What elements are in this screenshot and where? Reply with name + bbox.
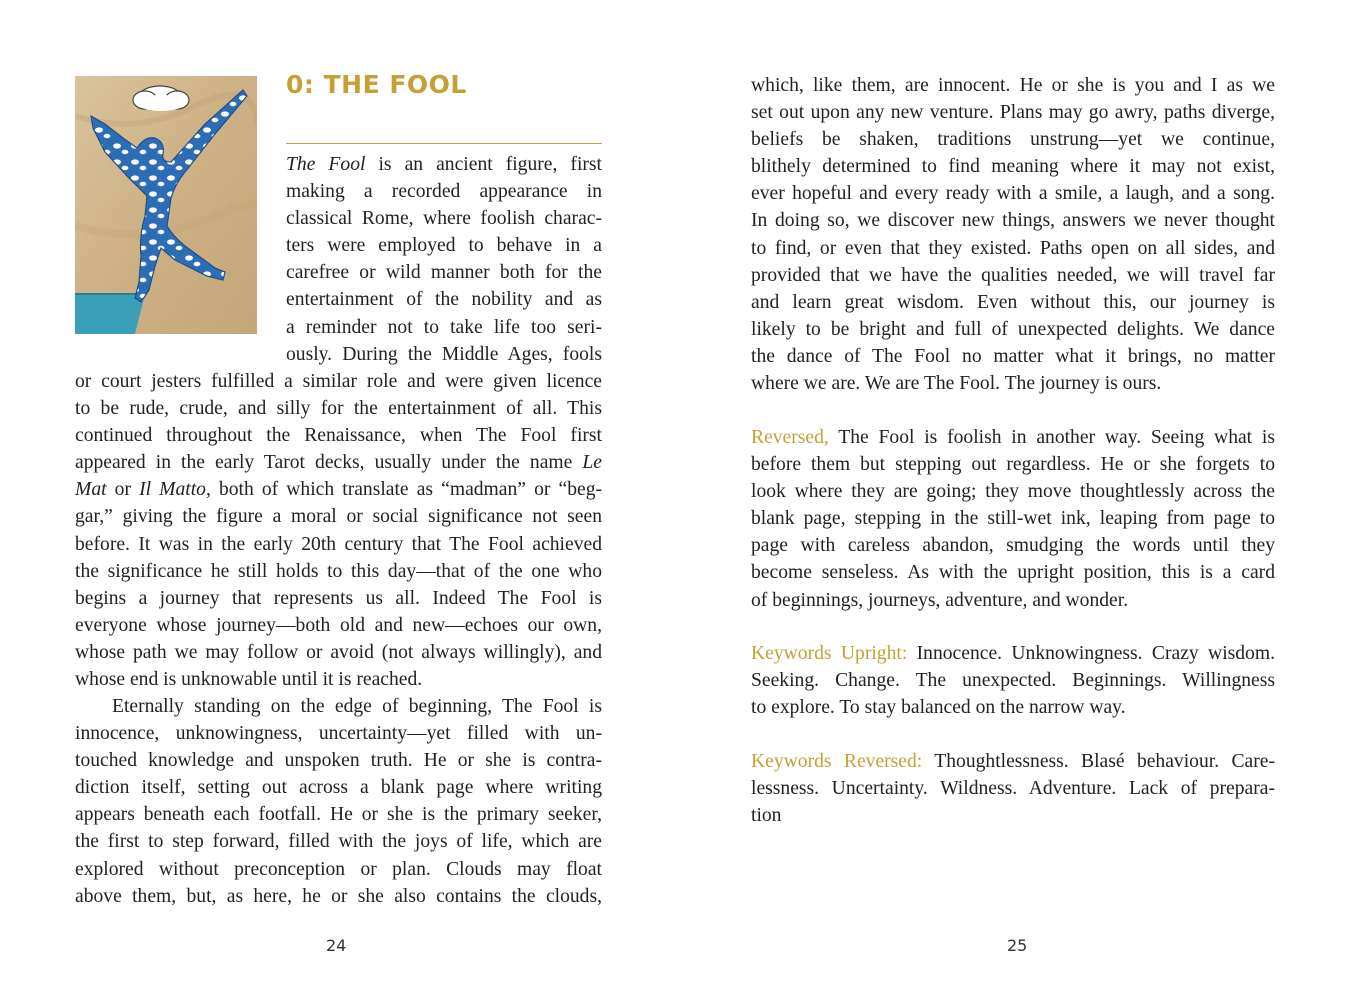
text-line: diction itself, setting out across a blank page where writing <box>75 777 602 799</box>
text-line: ever hopeful and every ready with a smile, a laugh, and a song. <box>751 183 1275 205</box>
text-line: before them but stepping out regardless. He or she forgets to <box>751 454 1275 476</box>
text-line: a reminder not to take life too seri- <box>286 316 602 338</box>
reversed-section <box>751 424 1275 614</box>
text-line: ters were employed to behave in a <box>286 235 602 257</box>
text-line: which, like them, are innocent. He or she is you and I as we <box>751 75 1275 96</box>
text-line: tion <box>751 805 782 827</box>
body-paragraph-1 <box>75 368 602 693</box>
text-line: whose path we may follow or avoid (not always willingly), and <box>75 641 602 663</box>
text-line: blank page, stepping in the still-wet ink, leaping from page to <box>751 508 1275 530</box>
text-line: classical Rome, where foolish charac- <box>286 208 602 230</box>
text-line: ously. During the Middle Ages, fools <box>286 343 602 365</box>
text-line: set out upon any new venture. Plans may go awry, paths diverge, <box>751 102 1275 124</box>
text-line: begins a journey that represents us all. Indeed The Fool is <box>75 587 602 609</box>
text-line: The Fool is an ancient figure, first <box>286 154 602 175</box>
text-line: Mat or Il Matto, both of which translate as “madman” or “beg- <box>75 479 603 501</box>
text-line: Seeking. Change. The unexpected. Beginnings. Willingness <box>751 670 1275 692</box>
text-line: In doing so, we discover new things, answers we never thought <box>751 210 1275 232</box>
text-line: become senseless. As with the upright position, this is a card <box>751 562 1275 584</box>
text-line: Reversed, The Fool is foolish in another way. Seeing what is <box>751 427 1275 448</box>
keywords-upright-section <box>751 640 1275 721</box>
text-line: whose end is unknowable until it is reached. <box>75 669 423 691</box>
text-line: appears beneath each footfall. He or she is the primary seeker, <box>75 804 602 826</box>
keywords-reversed-section <box>751 748 1275 829</box>
keywords-upright-label: Keywords Upright: <box>751 643 908 664</box>
text-line: appeared in the early Tarot decks, usually under the name Le <box>75 452 602 474</box>
right-page <box>675 0 1350 994</box>
text-line: likely to be bright and full of unexpected delights. We dance <box>751 318 1275 340</box>
text-line: blithely determined to find meaning where it may not exist, <box>751 156 1275 178</box>
text-line: before. It was in the early 20th century that The Fool achieved <box>75 533 602 555</box>
text-line: Eternally standing on the edge of beginning, The Fool is <box>112 696 602 717</box>
text-line: lessness. Uncertainty. Wildness. Adventure. Lack of prepara- <box>751 778 1275 800</box>
title-rule <box>286 143 602 144</box>
text-line: page with careless abandon, smudging the words until they <box>751 535 1275 557</box>
reversed-label: Reversed, <box>751 427 829 448</box>
text-line: the significance he still holds to this day—that of the one who <box>75 560 602 582</box>
text-line: everyone whose journey—both old and new—echoes our own, <box>75 614 602 636</box>
text-line: touched knowledge and unspoken truth. He or she is contra- <box>75 750 602 772</box>
text-line: continued throughout the Renaissance, when The Fool first <box>75 425 602 447</box>
text-line: and learn great wisdom. Even without this, our journey is <box>751 291 1275 313</box>
text-line: gar,” giving the figure a moral or social significance not seen <box>75 506 602 528</box>
text-line: above them, but, as here, he or she also contains the clouds, <box>75 885 602 907</box>
text-line: Keywords Upright: Innocence. Unknowingness. Crazy wisdom. <box>751 643 1275 664</box>
text-line: to explore. To stay balanced on the narrow way. <box>751 697 1126 719</box>
text-line: innocence, unknowingness, uncertainty—yet filled with un- <box>75 723 602 745</box>
text-line: making a recorded appearance in <box>286 181 602 203</box>
text-line: beliefs be shaken, traditions unstrung—yet we continue, <box>751 129 1275 151</box>
body-paragraph-2 <box>75 693 602 910</box>
text-line: carefree or wild manner both for the <box>286 262 602 284</box>
text-line: of beginnings, journeys, adventure, and wonder. <box>751 589 1129 611</box>
page-title: 0: THE FOOL <box>286 70 467 99</box>
fool-card-illustration <box>75 76 257 334</box>
text-line: the dance of The Fool no matter what it brings, no matter <box>751 345 1275 367</box>
keywords-reversed-label: Keywords Reversed: <box>751 751 923 772</box>
text-line: provided that we have the qualities needed, we will travel far <box>751 264 1275 286</box>
text-line: look where they are going; they move thoughtlessly across the <box>751 481 1275 503</box>
text-line: Keywords Reversed: Thoughtlessness. Blasé behaviour. Care- <box>751 751 1275 772</box>
text-line: to find, or even that they existed. Paths open on all sides, and <box>751 237 1275 259</box>
text-line: entertainment of the nobility and as <box>286 289 602 311</box>
continuation-paragraph <box>751 72 1275 397</box>
text-line: explored without preconception or plan. Clouds may float <box>75 858 602 880</box>
text-line: to be rude, crude, and silly for the entertainment of all. This <box>75 398 602 420</box>
text-line: where we are. We are The Fool. The journey is ours. <box>751 373 1162 395</box>
page-number: 25 <box>1007 936 1028 955</box>
page-number: 24 <box>326 936 347 955</box>
text-line: or court jesters fulfilled a similar role and were given licence <box>75 371 602 392</box>
text-line: the first to step forward, filled with the joys of life, which are <box>75 831 602 853</box>
intro-paragraph <box>286 151 602 368</box>
